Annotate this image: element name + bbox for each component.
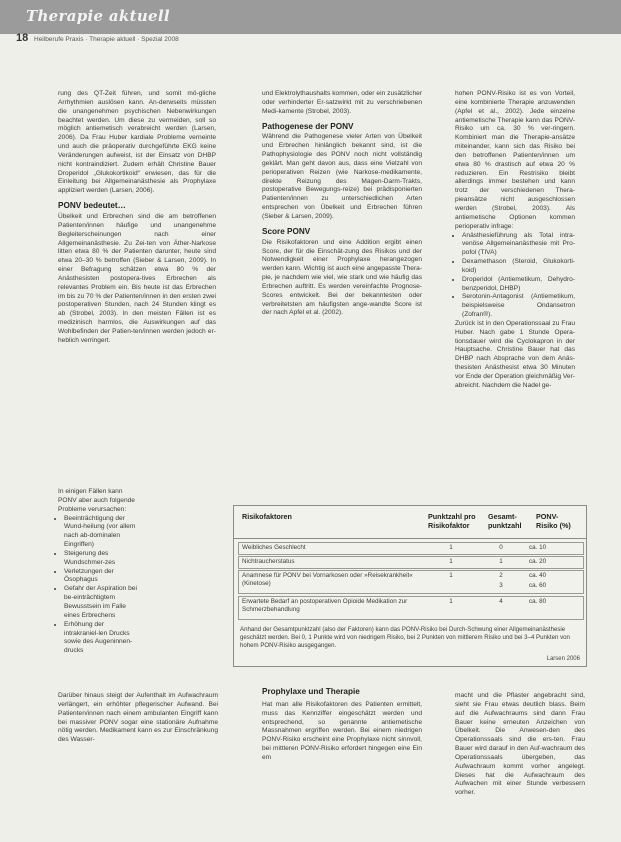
list-item: • Beeinträchtigung der Wund-heilung (vor allem nach ab-dominalen Eingriffen) xyxy=(64,515,140,550)
cell-risk: ca. 40 xyxy=(529,572,547,579)
list-item: • Verletzungen der Ösophagus xyxy=(64,568,140,586)
journal-line: Heilberufe Praxis · Therapie aktuell · Spezial 2008 xyxy=(34,36,179,43)
heading-ponv-bedeutet: PONV bedeutet… xyxy=(58,201,126,211)
paragraph: In einigen Fällen kann PONV aber auch folgende Probleme verursachen: xyxy=(58,488,135,513)
column-left-narrow xyxy=(58,488,140,656)
column-middle-lower xyxy=(262,688,422,763)
paragraph: hohen PONV-Risiko ist es von Vorteil, eine kombinierte Therapie anzuwenden (Apfel et al., 2002). Jede einzelne antiemetische Therapie kann das PONV-Risiko um ca. 30 % ver-ringern. Kombiniert man die Therapie-ansätze miteinander, kann sich das Risiko bei den betroffenen Patienten/innen um etwa 80 % drastisch auf etwa 20 % reduzieren. Ein Restrisiko bleibt allerdings immer bestehen und kann trotz der verschiedenen Thera-pieansätze nicht ausgeschlossen werden (Strobel, 2003). Als antiemetische Optionen kommen perioperativ infrage: xyxy=(455,90,575,230)
column-left xyxy=(58,90,216,346)
cell-points: 1 xyxy=(449,558,453,565)
column-right xyxy=(455,90,575,391)
column-left-lower xyxy=(58,692,218,745)
column-header-risk-factors: Risikofaktoren xyxy=(242,512,292,521)
cell-factor: Weibliches Geschlecht xyxy=(242,544,306,551)
cell-factor: Erwartete Bedarf an postoperativen Opioide Medikation zur Schmerzbehandlung xyxy=(242,598,408,613)
table-row xyxy=(238,596,584,620)
column-header-total-points: Gesamt-punktzahl xyxy=(488,512,522,530)
column-header-points-per-factor: Punktzahl pro Risikofaktor xyxy=(428,512,476,530)
cell-factor: Nichtraucherstatus xyxy=(242,558,295,565)
heading-pathogenese: Pathogenese der PONV xyxy=(262,121,354,131)
list-item: • Droperidol (Antiemetikum, Dehydro-benzperidol, DHBP) xyxy=(462,276,575,294)
paragraph: macht und die Pflaster angebracht sind, sieht sie Frau etwas deutlich blass. Beim auf die Aufwachraums sind dann Frau Bauer keine erneuten Anzeichen von Übelkeit. Die Anwesen-den des Operationssaals sind die ers-ten. Frau Bauer wird darauf in den Auf-wachraum des Operationssaals übergeben, das Aufwachraum kommt vorher angelegt. Dieses hat die Aufwachraum des Aufwachen mit einer Stunde verbessern vorher. xyxy=(455,692,585,797)
paragraph: und Elektrolythaushalts kommen, oder ein zusätzlicher oder verhinderter Er-satzwirkt mit zu verschriebenen Medi-kamente (Strobel, 2003). xyxy=(262,90,422,115)
column-middle xyxy=(262,90,422,318)
table-source: Larsen 2006 xyxy=(546,656,580,662)
option-list xyxy=(455,232,575,320)
cell-risk: ca. 80 xyxy=(529,598,547,605)
paragraph: Zurück ist in den Operationssaal zu Frau Huber. Nach gabe 1 Stunde Opera-tionsdauer wird die Cyclokapron in der Hauptsache. Christine Bauer hat das DHBP nach Absprache von dem Anäs-thesisten Anästhesist etwa 30 Minuten vor Ende der Operation gleichmäßig Ver-abreicht. Nachdem die Nadel ge- xyxy=(455,319,575,389)
cell-total: 0 xyxy=(499,544,503,551)
section-header-bar xyxy=(0,0,621,34)
column-header-ponv-risk: PONV-Risiko (%) xyxy=(536,512,571,530)
heading-prophylaxe: Prophylaxe und Therapie xyxy=(262,687,360,696)
paragraph: Übelkeit und Erbrechen sind die am betroffenen Patienten/innen häufige und unangenehme Begleiterscheinungen nach einer Allgemeinanästhesie. Zu Zei-ten von Äther-Narkose litten etwa 80 % der Patienten darunter, heute sind etwa 20–30 % betroffen (Sieber & Larsen, 2009). In einer Befragung schätzen etwa 80 % der Anästhesisten postopera-tives Erbrechen als relevantes Problem ein. Bis heute ist das Erbrechen im bis zu 70 % der Patienten/innen in den ersten zwei postoperativen Stunden, nach 24 Stunden klingt es ab (Strobel, 2003). In den meisten Fällen ist es medizinisch harmlos, die Auswirkungen auf das Wohlbefinden der Patien-ten/innen werden jedoch er-heblich verringert. xyxy=(58,212,216,344)
cell-risk: ca. 20 xyxy=(529,558,547,565)
page-headline xyxy=(0,34,621,46)
column-right-lower xyxy=(455,692,585,798)
table-note: Anhand der Gesamtpunktzahl (also der Faktoren) kann das PONV-Risiko bei Durch-Schwung einer Allgemeinanästhesie geschätzt werden. Bei 0, 1 Punkte wird von niedrigem Risiko, bei 2 Punkten von mittlerem Risiko und bei 3–4 Punkten von hohem PONV-Risiko ausgegangen. xyxy=(240,626,570,649)
cell-points: 1 xyxy=(449,572,453,579)
paragraph: Hat man alle Risikofaktoren des Patienten ermittelt, muss das Kennziffer eingeschätzt werden und entsprechend, so genannte antiemetische Massnahmen ergriffen werden. Bei einem niedrigen PONV-Risiko erscheint eine Prophylaxe nicht sinnvoll, bei mittleren PONV-Risiko erfordert hingegen eine Ein em xyxy=(262,700,422,761)
section-title: Therapie aktuell xyxy=(26,7,170,25)
risk-table xyxy=(233,505,587,667)
cell-total: 1 xyxy=(499,558,503,565)
paragraph: Die Risikofaktoren und eine Addition ergibt einen Score, der für die Einschät-zung des Risikos und der Notwendigkeit einer Prophylaxe herangezogen werden kann. Wichtig ist auch eine angepasste Thera-pie, je nachdem wie viel, wie stark und wie häufig das Erbrechen auftritt. Es werden vereinfachte Prognose-Scores entwickelt. Bei der bekanntesten oder verbreitetsten am häufigsten ange-wandte Score ist der nach Apfel et al. (2002). xyxy=(262,238,422,317)
heading-score-ponv: Score PONV xyxy=(262,226,311,236)
list-item: • Erhöhung der intrakraniel-len Drucks sowie des Augeninnen-drucks xyxy=(64,621,140,656)
paragraph: Während die Pathogenese vieler Arten von Übelkeit und Erbrechen hinlänglich bekannt sind, ist die Pathophysiologie des PONV noch nicht vollständig geklärt. Man geht davon aus, dass eine Vielzahl von perioperativen Reizen (wie Narkose-medikamente, direkte Reizung des Magen-Darm-Trakts, postoperative Bewegungs-reize) bei prädisponierten Patienten/innen zu unterschiedlichen Arten entsprechen von Übelkeit und Erbrechen führen (Sieber & Larsen, 2009). xyxy=(262,133,422,220)
cell-points: 1 xyxy=(449,598,453,605)
problem-list xyxy=(58,515,140,657)
table-row xyxy=(238,570,584,594)
cell-total: 4 xyxy=(499,598,503,605)
cell-risk: ca. 10 xyxy=(529,544,547,551)
list-item: • Gefahr der Aspiration bei be-einträchtigtem Bewusstsein im Falle eines Erbrechens xyxy=(64,585,140,620)
cell-risk: ca. 60 xyxy=(529,582,547,589)
list-item: • Serotonin-Antagonist (Antiemetikum, beispielsweise Ondansetron (Zofran®). xyxy=(462,293,575,320)
cell-total: 2 xyxy=(499,572,503,579)
cell-total: 3 xyxy=(499,582,503,589)
cell-factor: Anamnese für PONV bei Vornarkosen oder »Reisekrankheit« (Kinetose) xyxy=(242,572,413,587)
cell-points: 1 xyxy=(449,544,453,551)
table-row xyxy=(238,556,584,569)
list-item: • Steigerung des Wundschmer-zes xyxy=(64,550,140,568)
page-number: 18 xyxy=(16,32,29,44)
paragraph: rung des QT-Zeit führen, und somit mö-gliche Arrhythmien auslösen kann. An-derwseits müssten die unangenehmen psychischen Nebenwirkungen beachtet werden. Um diese zu vermeiden, soll so möglich antiemetisch verabreicht werden (Larsen, 2006). Da Frau Huber kardiale Probleme verneinte und auch die präoperativ durchgeführte EKG keine Veränderungen aufweist, ist der Einsatz von DHBP nicht kontraindiziert. Zudem erhält Christine Bauer Droperidol „Glukokortikoid“ erwiesen, das für die Einleitung bei Allgemeinanästhesie als Prophylaxe appliziert werden (Larsen, 2006). xyxy=(58,90,216,195)
paragraph: Darüber hinaus steigt der Aufenthalt im Aufwachraum verlängert, ein erhöhter pflegerischer Aufwand. Bei Patienten/innen nach einem ambulanten Eingriff kann bei massiver PONV sogar eine stationäre Aufnahme nötig werden. Medikament kann es zur Einschränkung des Wasser- xyxy=(58,692,218,744)
list-item: • Anästhesieführung als Total intra-venöse Allgemeinanästhesie mit Pro-pofol (TIVA) xyxy=(462,232,575,259)
table-row xyxy=(238,542,584,555)
list-item: • Dexamethason (Steroid, Glukokorti-koid) xyxy=(462,258,575,276)
table-header xyxy=(234,506,586,539)
